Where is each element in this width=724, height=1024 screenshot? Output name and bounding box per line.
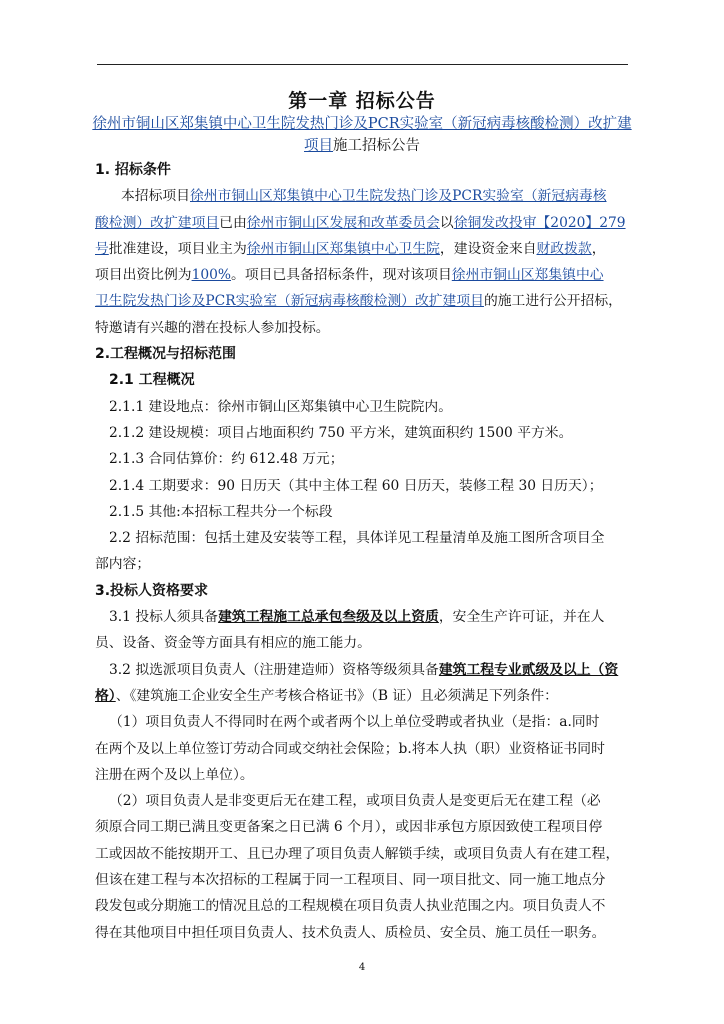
- text: 批准建设，项目业主为: [108, 240, 247, 257]
- header-rule: [97, 64, 628, 65]
- subtitle-project-tail: 项目: [304, 138, 333, 154]
- subtitle-project: 徐州市铜山区郑集镇中心卫生院发热门诊及PCR实验室（新冠病毒核酸检测）改扩建: [92, 116, 632, 132]
- text: 的施工进行公开招标，: [483, 293, 622, 310]
- text: 已由: [219, 214, 247, 231]
- approval-doc-no: 徐铜发改投审【2020】279: [453, 214, 626, 231]
- condition-2-line: 得在其他项目中担任项目负责人、技术负责人、质检员、安全员、施工员任一职务。: [95, 924, 606, 941]
- condition-2-line: 须原合同工期已满且变更备案之日已满 6 个月），或因非承包方原因致使工程项目停: [95, 819, 603, 836]
- s2-item: 2.1.5 其他:本招标工程共分一个标段: [109, 503, 333, 520]
- s3-2-line-2: [95, 683, 630, 709]
- condition-1-line: （1）项目负责人不得同时在两个或者两个以上单位受聘或者执业（是指：a.同时: [109, 714, 600, 731]
- condition-2-line: 工或因故不能按期开工、且已办理了项目负责人解锁手续，或项目负责人有在建工程，: [95, 845, 620, 862]
- s2-scope-line-1: 2.2 招标范围：包括土建及安装等工程，具体详见工程量清单及施工图所含项目全: [109, 530, 605, 547]
- text: 、《建筑施工企业安全生产考核合格证书》（B 证）且必须满足下列条件：: [115, 687, 558, 704]
- s1-line-1: [95, 183, 630, 209]
- project-name-cont: 酸检测）改扩建项目: [95, 214, 220, 231]
- s1-line-3: [95, 236, 630, 262]
- section-1-heading: 1. 招标条件: [95, 162, 171, 178]
- s2-item: 2.1.3 合同估算价：约 612.48 万元；: [109, 451, 344, 468]
- text: ，: [591, 240, 606, 257]
- condition-2-line: 段发包或分期施工的情况且总的工程规模在项目负责人执业范围之内。项目负责人不: [95, 898, 606, 915]
- s2-scope-line-2: 部内容；: [95, 556, 151, 573]
- project-name-link: 徐州市铜山区郑集镇中心卫生院发热门诊及PCR实验室（新冠病毒核: [189, 188, 607, 205]
- text: 3.2 拟选派项目负责人（注册建造师）资格等级须具备: [109, 661, 439, 678]
- approval-doc-no-cont: 号: [95, 240, 109, 257]
- s2-item: 2.1.4 工期要求：90 日历天（其中主体工程 60 日历天，装修工程 30 日历天）；: [109, 477, 603, 494]
- notice-subtitle: [92, 113, 632, 157]
- subtitle-suffix: 施工招标公告: [333, 138, 420, 154]
- s2-item: 2.1.2 建设规模：项目占地面积约 750 平方米，建筑面积约 1500 平方米。: [109, 424, 573, 441]
- project-owner: 徐州市铜山区郑集镇中心卫生院: [246, 240, 440, 257]
- funding-ratio: 100%: [191, 267, 232, 284]
- s1-line-5: [95, 288, 630, 314]
- s2-item: 2.1.1 建设地点：徐州市铜山区郑集镇中心卫生院院内。: [109, 398, 453, 415]
- condition-2-line: 但该在建工程与本次招标的工程属于同一工程项目、同一项目批文、同一施工地点分: [95, 872, 606, 889]
- text: 以: [439, 214, 454, 231]
- text: 3.1 投标人须具备: [109, 609, 219, 626]
- text: 本招标项目: [121, 188, 190, 205]
- document-body: [95, 157, 630, 946]
- project-name-ref-cont: 卫生院发热门诊及PCR实验室（新冠病毒核酸检测）改扩建项目: [95, 293, 484, 310]
- page-number: 4: [358, 962, 366, 973]
- qualification-requirement: 建筑工程施工总承包叁级及以上资质: [218, 609, 439, 626]
- project-name-ref: 徐州市铜山区郑集镇中心: [451, 267, 604, 284]
- fund-source: 财政拨款: [536, 240, 592, 257]
- chapter-title: 第一章 招标公告: [288, 90, 436, 112]
- condition-1-line: 在两个及以上单位签订劳动合同或交纳社会保险；b.将本人执（职）业资格证书同时: [95, 740, 605, 757]
- section-3-heading: 3.投标人资格要求: [95, 582, 209, 599]
- text: 。项目已具备招标条件，现对该项目: [231, 267, 452, 284]
- s1-line-4: [95, 262, 630, 288]
- approver: 徐州市铜山区发展和改革委员会: [246, 214, 440, 231]
- text: ，建设资金来自: [439, 240, 537, 257]
- condition-2-line: （2）项目负责人是非变更后无在建工程，或项目负责人是变更后无在建工程（必: [109, 793, 601, 810]
- section-2-heading: 2.工程概况与招标范围: [95, 346, 237, 363]
- condition-1-line: 注册在两个及以上单位）。: [95, 766, 254, 783]
- s1-line-6: 特邀请有兴趣的潜在投标人参加投标。: [95, 319, 330, 336]
- manager-requirement-cont: 格）: [95, 687, 116, 704]
- text: ，安全生产许可证，并在人: [438, 609, 605, 626]
- s3-2-line-1: [95, 657, 630, 683]
- text: 项目出资比例为: [95, 267, 192, 284]
- s3-1-line-1: [95, 604, 630, 630]
- section-2-1-heading: 2.1 工程概况: [109, 372, 195, 389]
- s3-1-line-2: 员、设备、资金等方面具有相应的施工能力。: [95, 635, 371, 652]
- manager-requirement: 建筑工程专业贰级及以上（资: [438, 661, 619, 678]
- s1-line-2: [95, 210, 630, 236]
